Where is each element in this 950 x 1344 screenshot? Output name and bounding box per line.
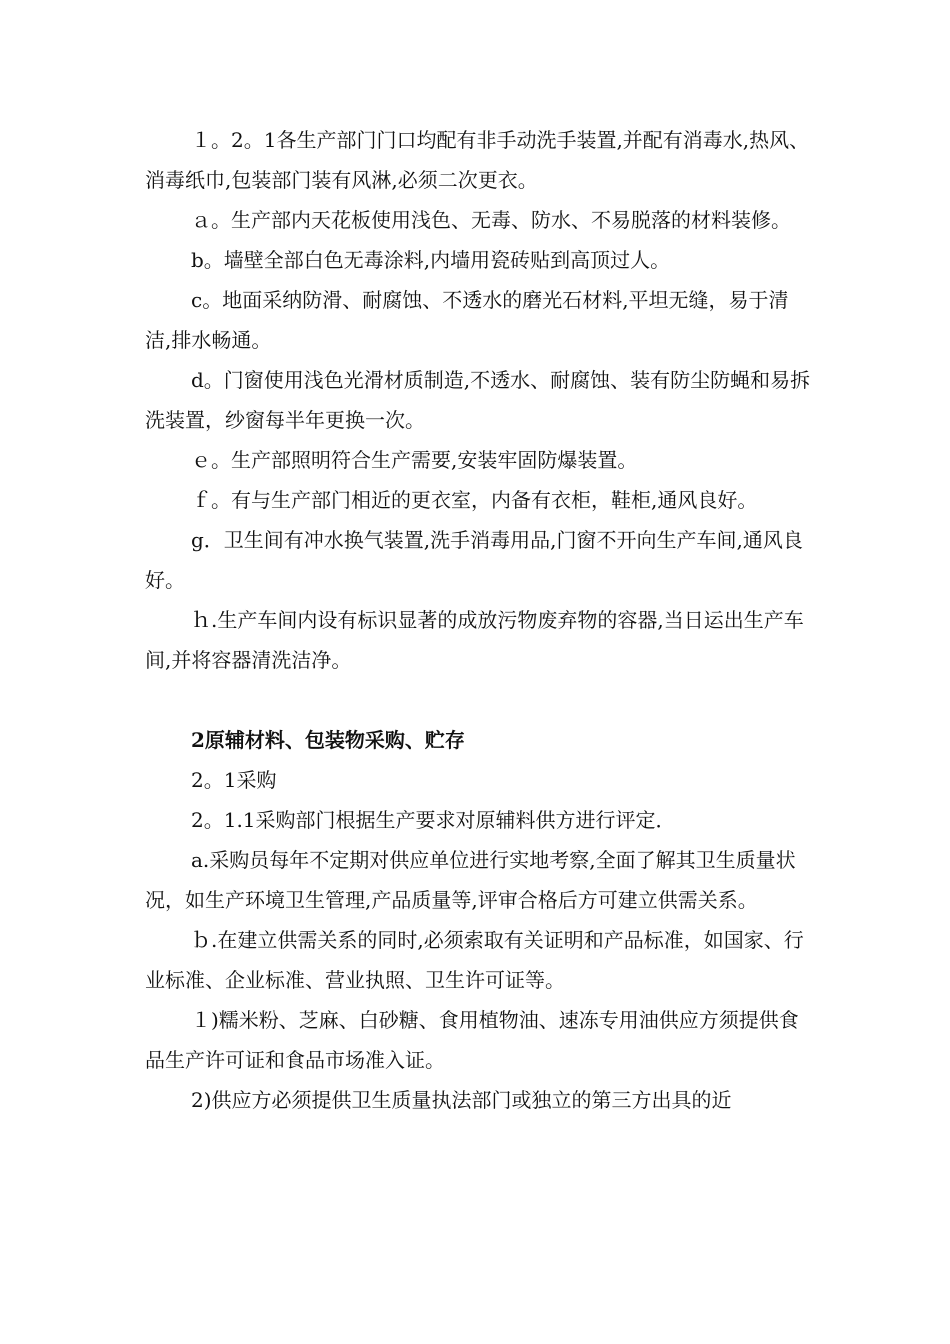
paragraph-2-item-1: １)糯米粉、芝麻、白砂糖、食用植物油、速冻专用油供应方须提供食品生产许可证和食品市场准入证。: [145, 1008, 799, 1072]
paragraph-item-b: b。墙壁全部白色无毒涂料,内墙用瓷砖贴到高顶过人。: [191, 248, 671, 272]
paragraph-item-f: ｆ。有与生产部门相近的更衣室，内备有衣柜，鞋柜,通风良好。: [191, 488, 758, 512]
paragraph-item-d: d。门窗使用浅色光滑材质制造,不透水、耐腐蚀、装有防尘防蝇和易拆洗装置，纱窗每半年更换一次。: [145, 368, 811, 432]
section-2-heading: 2原辅材料、包装物采购、贮存: [191, 728, 465, 752]
paragraph-1-2-1: １。2。1各生产部门门口均配有非手动洗手装置,并配有消毒水,热风、消毒纸巾,包装部门装有风淋,必须二次更衣。: [145, 128, 810, 192]
section-2-1-subheading: 2。1采购: [191, 768, 277, 792]
paragraph-item-h: ｈ.生产车间内设有标识显著的成放污物废弃物的容器,当日运出生产车间,并将容器清洗洁净。: [145, 608, 804, 672]
paragraph-item-e: ｅ。生产部照明符合生产需要,安装牢固防爆装置。: [191, 448, 638, 472]
paragraph-item-g: g．卫生间有冲水换气装置,洗手消毒用品,门窗不开向生产车间,通风良好。: [145, 528, 803, 592]
document-body: [145, 120, 813, 1120]
paragraph-2-item-b: ｂ.在建立供需关系的同时,必须索取有关证明和产品标准，如国家、行业标准、企业标准、营业执照、卫生许可证等。: [145, 928, 804, 992]
paragraph-2-item-a: a.采购员每年不定期对供应单位进行实地考察,全面了解其卫生质量状况，如生产环境卫生管理,产品质量等,评审合格后方可建立供需关系。: [145, 848, 796, 912]
paragraph-2-1-1: 2。1.1采购部门根据生产要求对原辅料供方进行评定．: [191, 808, 676, 832]
section-spacer: [145, 680, 813, 720]
paragraph-item-c: c。地面采纳防滑、耐腐蚀、不透水的磨光石材料,平坦无缝，易于清洁,排水畅通。: [145, 288, 789, 352]
paragraph-item-a: ａ。生产部内天花板使用浅色、无毒、防水、不易脱落的材料装修。: [191, 208, 791, 232]
paragraph-2-item-2: 2)供应方必须提供卫生质量执法部门或独立的第三方出具的近: [191, 1088, 732, 1112]
